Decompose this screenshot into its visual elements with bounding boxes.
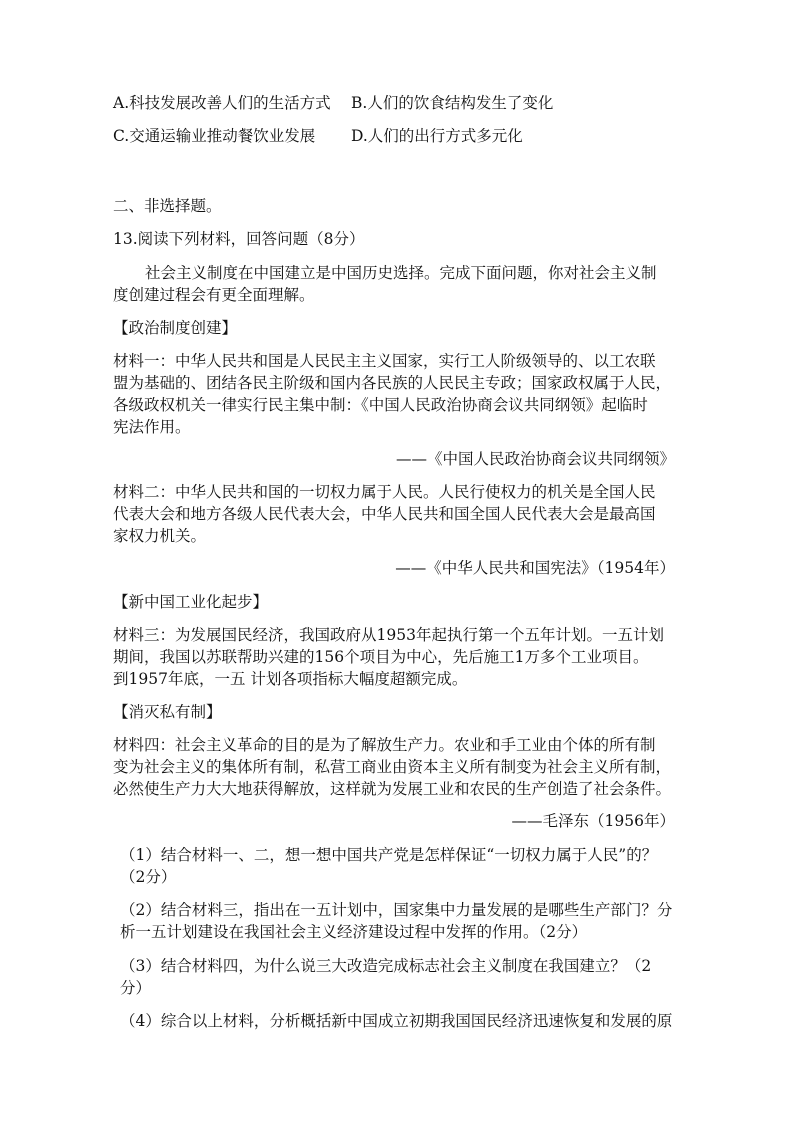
material1-line-2: 盟为基础的、团结各民主阶级和国内各民族的人民民主专政；国家政权属于人民，: [113, 374, 672, 392]
option-c: C.交通运输业推动餐饮业发展: [113, 127, 316, 145]
intro-line-1: 社会主义制度在中国建立是中国历史选择。完成下面问题，你对社会主义制: [145, 264, 657, 282]
part3-heading: 【消灭私有制】: [113, 703, 222, 721]
material3-line-1: 材料三：为发展国民经济，我国政府从1953年起执行第一个五年计划。一五计划: [113, 626, 664, 644]
material3-line-3: 到1957年底，一五 计划各项指标大幅度超额完成。: [113, 670, 468, 688]
material4-line-2: 变为社会主义的集体所有制，私营工商业由资本主义所有制变为社会主义所有制，: [113, 758, 672, 776]
material4-line-1: 材料四：社会主义革命的目的是为了解放生产力。农业和手工业由个体的所有制: [113, 736, 656, 754]
option-b: B.人们的饮食结构发生了变化: [351, 94, 554, 112]
option-a: A.科技发展改善人们的生活方式: [113, 94, 331, 112]
section-title: 二、非选择题。: [113, 197, 222, 215]
question-1-line-2: （2分）: [120, 868, 177, 886]
material2-line-2: 代表大会和地方各级人民代表大会，中华人民共和国全国人民代表大会是最高国: [113, 505, 656, 523]
question-2-line-1: （2）结合材料三，指出在一五计划中，国家集中力量发展的是哪些生产部门？分: [120, 901, 673, 919]
material1-source: ——《中国人民政治协商会议共同纲领》: [395, 450, 675, 468]
question-4-line-1: （4）综合以上材料，分析概括新中国成立初期我国国民经济迅速恢复和发展的原: [120, 1012, 673, 1030]
material4-line-3: 必然使生产力大大地获得解放，这样就为发展工业和农民的生产创造了社会条件。: [113, 780, 672, 798]
intro-line-2: 度创建过程会有更全面理解。: [113, 286, 315, 304]
material1-line-3: 各级政权机关一律实行民主集中制：《中国人民政治协商会议共同纲领》起临时: [113, 396, 648, 414]
question-1-line-1: （1）结合材料一、二，想一想中国共产党是怎样保证“一切权力属于人民”的？: [120, 846, 658, 864]
material1-line-1: 材料一：中华人民共和国是人民民主主义国家，实行工人阶级领导的、以工农联: [113, 352, 656, 370]
question-3-line-2: 分）: [120, 979, 152, 997]
material3-line-2: 期间，我国以苏联帮助兴建的156个项目为中心，先后施工1万多个工业项目。: [113, 648, 649, 666]
question-2-line-2: 析一五计划建设在我国社会主义经济建设过程中发挥的作用。（2分）: [120, 923, 588, 941]
option-d: D.人们的出行方式多元化: [351, 127, 523, 145]
question-13-title: 13.阅读下列材料，回答问题（8分）: [113, 230, 365, 248]
material4-source: ——毛泽东（1956年）: [511, 812, 675, 830]
material2-line-3: 家权力机关。: [113, 527, 207, 545]
material2-source: ——《中华人民共和国宪法》（1954年）: [395, 559, 675, 577]
part1-heading: 【政治制度创建】: [113, 319, 238, 337]
material2-line-1: 材料二：中华人民共和国的一切权力属于人民。人民行使权力的机关是全国人民: [113, 483, 656, 501]
question-3-line-1: （3）结合材料四，为什么说三大改造完成标志社会主义制度在我国建立？（2: [120, 957, 652, 975]
part2-heading: 【新中国工业化起步】: [113, 593, 269, 611]
material1-line-4: 宪法作用。: [113, 418, 191, 436]
